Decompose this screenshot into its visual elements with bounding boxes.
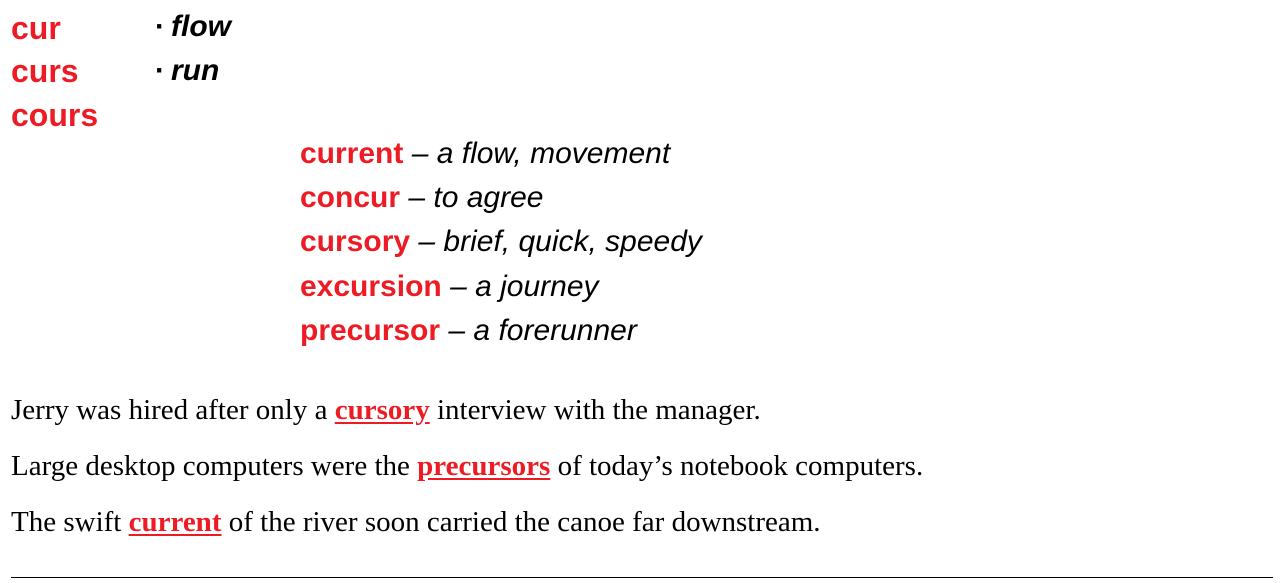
vocab-definition: a forerunner bbox=[473, 314, 637, 347]
vocab-word: concur bbox=[300, 181, 401, 214]
vocab-separator: – bbox=[441, 270, 476, 303]
root-curs: curs bbox=[11, 53, 79, 89]
meaning-run bbox=[155, 56, 219, 86]
vocab-entry-cursory bbox=[300, 227, 702, 257]
vocab-definition: a flow, movement bbox=[436, 137, 671, 170]
vocab-definition: brief, quick, speedy bbox=[443, 225, 702, 258]
vocab-word: current bbox=[300, 137, 404, 170]
meaning-text: flow bbox=[171, 10, 231, 43]
bullet-icon: · bbox=[155, 10, 165, 43]
example-sentence-1 bbox=[11, 396, 761, 425]
divider-line bbox=[11, 577, 1273, 578]
sentence-text: of the river soon carried the canoe far downstream. bbox=[221, 506, 821, 538]
meaning-text: run bbox=[171, 54, 220, 87]
sentence-text: The swift bbox=[11, 506, 129, 538]
vocab-separator: – bbox=[400, 181, 434, 214]
vocab-entry-excursion bbox=[300, 272, 599, 302]
vocab-word: precursor bbox=[300, 314, 441, 347]
vocab-separator: – bbox=[440, 314, 474, 347]
highlighted-word: current bbox=[128, 506, 222, 538]
vocab-definition: a journey bbox=[475, 270, 599, 303]
vocab-word: cursory bbox=[300, 225, 411, 258]
vocab-word: excursion bbox=[300, 270, 442, 303]
bullet-icon: · bbox=[155, 54, 165, 87]
highlighted-word: precursors bbox=[417, 450, 551, 482]
sentence-text: interview with the manager. bbox=[429, 394, 761, 426]
root-cur: cur bbox=[11, 10, 61, 46]
vocab-definition: to agree bbox=[433, 181, 544, 214]
vocab-separator: – bbox=[403, 137, 437, 170]
vocab-separator: – bbox=[410, 225, 444, 258]
vocab-entry-current bbox=[300, 139, 670, 169]
root-cours: cours bbox=[11, 97, 99, 133]
sentence-text: Jerry was hired after only a bbox=[11, 394, 335, 426]
sentence-text: Large desktop computers were the bbox=[11, 450, 418, 482]
meaning-flow bbox=[155, 12, 231, 42]
vocab-entry-precursor bbox=[300, 316, 637, 346]
example-sentence-2 bbox=[11, 452, 923, 481]
example-sentence-3 bbox=[11, 508, 821, 537]
highlighted-word: cursory bbox=[334, 394, 430, 426]
vocab-entry-concur bbox=[300, 183, 543, 213]
sentence-text: of today’s notebook computers. bbox=[550, 450, 924, 482]
